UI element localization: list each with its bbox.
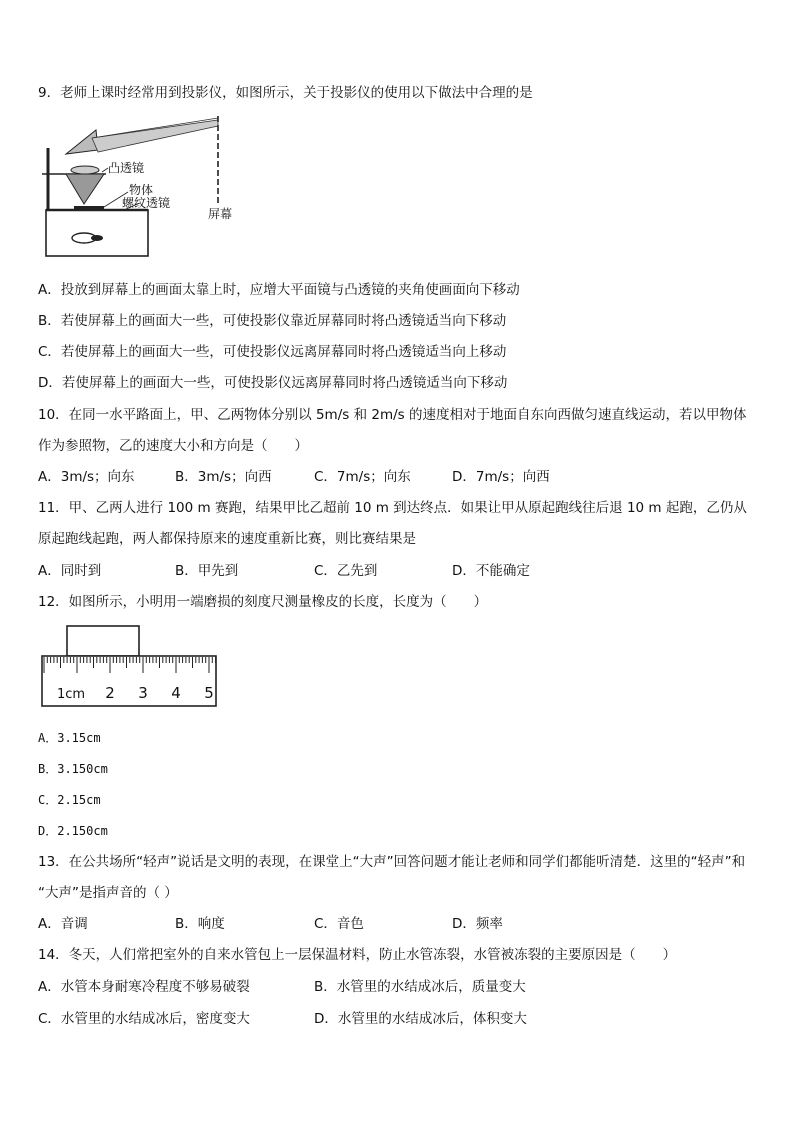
q10-stem-line2: 作为参照物，乙的速度大小和方向是（ ） [38,438,308,454]
q10-option-c: C．7m/s；向东 [314,469,411,485]
q9-option-c: C．若使屏幕上的画面大一些，可使投影仪远离屏幕同时将凸透镜适当向上移动 [38,344,507,360]
q11-stem-line1: 11．甲、乙两人进行 100 m 赛跑，结果甲比乙超前 10 m 到达终点．如果让甲从原起跑线往后退 10 m 起跑，乙仍从 [38,500,747,516]
q13-stem-line1: 13．在公共场所“轻声”说话是文明的表现，在课堂上“大声”回答问题才能让老师和同学们都能听清楚．这里的“轻声”和 [38,854,746,870]
ruler-label-4: 4 [171,684,181,702]
q14-stem: 14．冬天，人们常把室外的自来水管包上一层保温材料，防止水管冻裂，水管被冻裂的主要原因是（ ） [38,947,677,963]
q12-option-d: D．2.150cm [38,824,108,838]
q13-stem-line2: “大声”是指声音的（ ） [38,885,178,901]
q13-option-a: A．音调 [38,916,88,932]
q10-option-d: D．7m/s；向西 [452,469,550,485]
convex-lens-label: 凸透镜 [108,161,145,175]
q14-option-c: C．水管里的水结成冰后，密度变大 [38,1011,250,1027]
q10-stem-line1: 10．在同一水平路面上，甲、乙两物体分别以 5m/s 和 2m/s 的速度相对于地面自东向西做匀速直线运动，若以甲物体 [38,407,747,423]
q12-option-a: A．3.15cm [38,731,101,745]
q14-option-a: A．水管本身耐寒冷程度不够易破裂 [38,979,250,995]
ruler-label-3: 3 [138,684,148,702]
q13-option-d: D．频率 [452,916,503,932]
q9-option-a: A．投放到屏幕上的画面太靠上时，应增大平面镜与凸透镜的夹角使画面向下移动 [38,282,520,298]
q10-option-b: B．3m/s；向西 [175,469,272,485]
q9-option-b: B．若使屏幕上的画面大一些，可使投影仪靠近屏幕同时将凸透镜适当向下移动 [38,313,507,329]
q11-option-a: A．同时到 [38,563,102,579]
ruler-label-1cm: 1cm [57,687,86,702]
ruler-label-2: 2 [105,684,115,702]
q11-option-b: B．甲先到 [175,563,239,579]
q13-option-c: C．音色 [314,916,364,932]
q9-option-d: D．若使屏幕上的画面大一些，可使投影仪远离屏幕同时将凸透镜适当向下移动 [38,375,508,391]
q14-option-d: D．水管里的水结成冰后，体积变大 [314,1011,527,1027]
q12-option-c: C．2.15cm [38,793,101,807]
q11-option-d: D．不能确定 [452,563,530,579]
q12-stem: 12．如图所示，小明用一端磨损的刻度尺测量橡皮的长度，长度为（ ） [38,594,488,610]
projector-figure [36,112,236,262]
ruler-label-5: 5 [204,684,214,702]
ruler-figure [40,622,220,712]
object-label: 物体 [129,183,154,197]
q14-option-b: B．水管里的水结成冰后，质量变大 [314,979,526,995]
q10-option-a: A．3m/s；向东 [38,469,135,485]
screen-label: 屏幕 [208,207,233,221]
q9-stem: 9．老师上课时经常用到投影仪，如图所示，关于投影仪的使用以下做法中合理的是 [38,85,533,101]
q12-option-b: B．3.150cm [38,762,108,776]
q11-stem-line2: 原起跑线起跑，两人都保持原来的速度重新比赛，则比赛结果是 [38,531,416,547]
q11-option-c: C．乙先到 [314,563,378,579]
q13-option-b: B．响度 [175,916,225,932]
fresnel-lens-label: 螺纹透镜 [122,196,171,210]
